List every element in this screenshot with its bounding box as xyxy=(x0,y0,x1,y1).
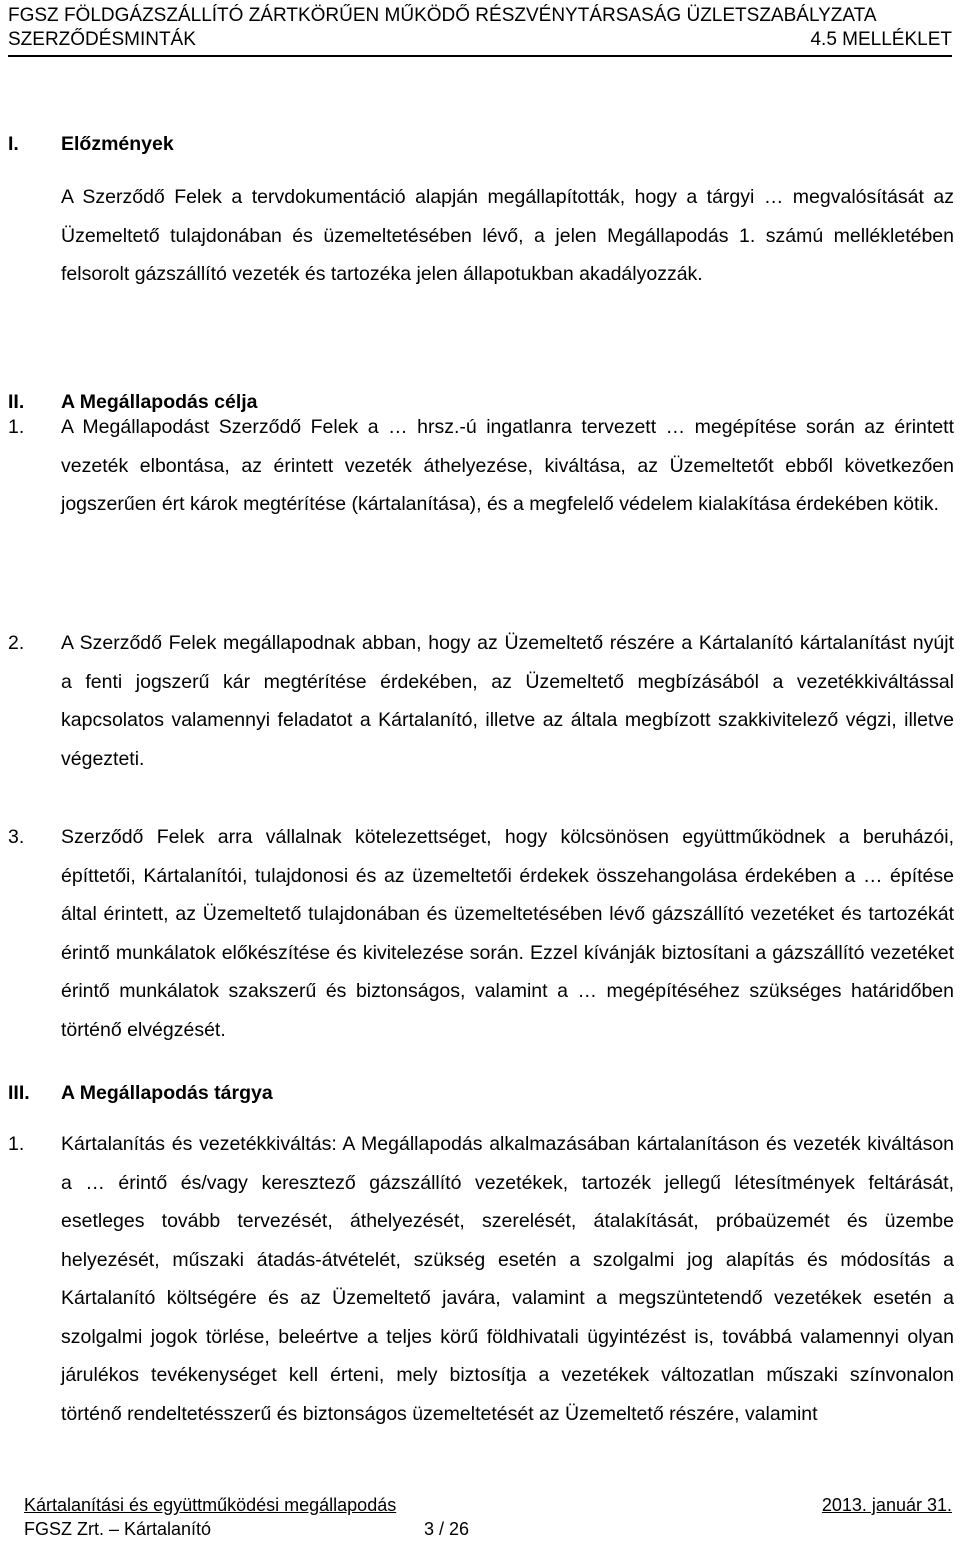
item-number: 1. xyxy=(8,1133,25,1155)
header-right: 4.5 MELLÉKLET xyxy=(810,29,952,50)
section-title: A Megállapodás célja xyxy=(61,391,258,413)
footer-party: FGSZ Zrt. – Kártalanító xyxy=(24,1519,212,1539)
section-heading-1 xyxy=(8,131,174,157)
section-2-item-3 xyxy=(61,818,954,1049)
section-2-item-2 xyxy=(61,624,954,778)
footer-date: 2013. január 31. xyxy=(821,1495,952,1515)
page-footer xyxy=(24,1493,952,1541)
item-number: 2. xyxy=(8,632,25,654)
section-number: I. xyxy=(8,133,19,155)
header-company: FGSZ FÖLDGÁZSZÁLLÍTÓ ZÁRTKÖRŰEN MŰKÖDŐ RÉSZVÉNYTÁRSASÁG ÜZLETSZABÁLYZATA xyxy=(8,5,877,26)
item-text: A Megállapodást Szerződő Felek a … hrsz.-ú ingatlanra tervezett … megépítése során az érintett vezeték elbontása, az érintett vezeték áthelyezése, kiváltása, az Üzemeltetőt ebből következően jogszerűen ért károk megtérítése (kártalanítása), és a megfelelő védelem kialakítása érdekében kötik. xyxy=(61,416,954,515)
paragraph-text: A Szerződő Felek a tervdokumentáció alapján megállapították, hogy a tárgyi … megvalósítását az Üzemeltető tulajdonában és üzemeltetésében lévő, a jelen Megállapodás 1. számú mellékletében felsorolt gázszállító vezeték és tartozéka jelen állapotukban akadályozzák. xyxy=(61,186,954,285)
item-text: A Megállapodás alkalmazásában kártalanításon és vezeték kiváltáson a … érintő és/vagy keresztező gázszállító vezetékek, tartozék jellegű létesítmények feltárását, esetleges tovább tervezését, áthelyezését, szerelését, átalakítását, próbaüzemét és üzembe helyezését, műszaki átadás-átvételét, szükség esetén a szolgalmi jog alapítás és módosítás a Kártalanító költségére és az Üzemeltető javára, valamint a megszüntetendő vezetékek esetén a szolgalmi jogok törlése, beleértve a teljes körű földhivatali ügyintézést is, továbbá valamennyi olyan járulékos tevékenységet kell érteni, mely biztosítja a vezetékek változatlan műszaki színvonalon történő rendeltetésszerű és biztonságos üzemeltetését az Üzemeltető részére, valamint xyxy=(61,1133,955,1425)
item-number: 1. xyxy=(8,416,25,438)
item-term: Kártalanítás és vezetékkiváltás: xyxy=(61,1133,337,1155)
footer-page: 3 / 26 xyxy=(424,1519,470,1539)
section-heading-3 xyxy=(8,1080,273,1106)
item-text: Szerződő Felek arra vállalnak kötelezettséget, hogy kölcsönösen együttműködnek a beruházói, építtetői, Kártalanítói, tulajdonosi és az üzemeltetői érdekek összehangolása érdekében a … építése által érintett, az Üzemeltető tulajdonában és üzemeltetésében lévő gázszállító vezetéket és tartozékát érintő munkálatok előkészítése és kivitelezése során. Ezzel kívánják biztosítani a gázszállító vezetéket érintő munkálatok szakszerű és biztonságos, valamint a … megépítéséhez szükséges határidőben történő elvégzését. xyxy=(61,826,954,1041)
section-number: III. xyxy=(8,1082,30,1104)
section-1-paragraph xyxy=(61,178,954,294)
footer-title: Kártalanítási és együttműködési megállapodás xyxy=(24,1495,397,1515)
section-title: Előzmények xyxy=(61,133,174,155)
item-number: 3. xyxy=(8,826,25,848)
section-title: A Megállapodás tárgya xyxy=(61,1082,273,1104)
page-header xyxy=(8,4,952,57)
section-number: II. xyxy=(8,391,25,413)
section-3-item-1 xyxy=(61,1125,954,1433)
section-2-item-1 xyxy=(61,408,954,524)
header-left: SZERZŐDÉSMINTÁK xyxy=(8,29,196,50)
item-text: A Szerződő Felek megállapodnak abban, hogy az Üzemeltető részére a Kártalanító kártalanítást nyújt a fenti jogszerű kár megtérítése érdekében, az Üzemeltető megbízásából a vezetékkiváltással kapcsolatos valamennyi feladatot a Kártalanító, illetve az általa megbízott szakkivitelező végzi, illetve végezteti. xyxy=(61,632,954,770)
